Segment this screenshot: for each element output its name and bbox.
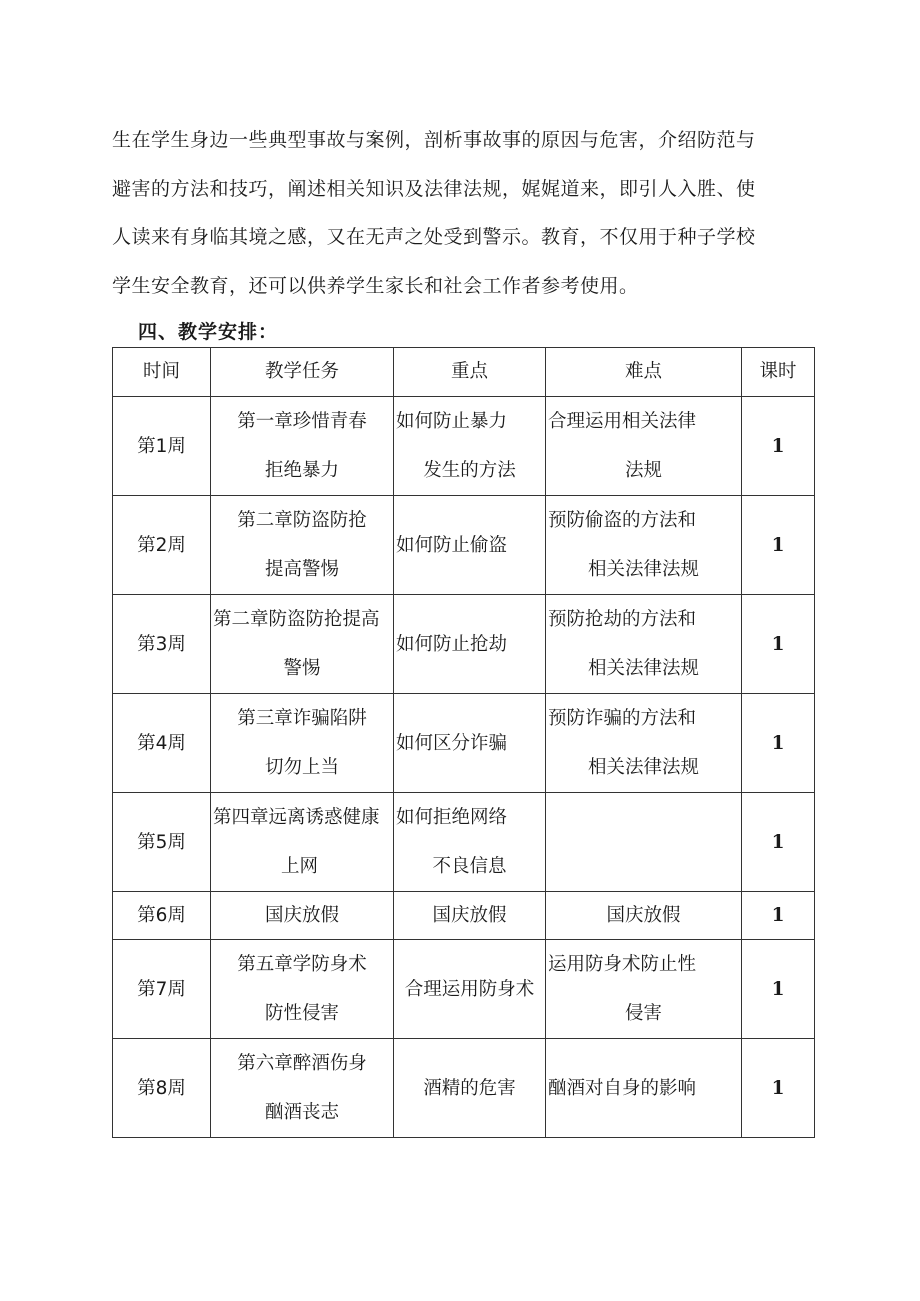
table-row (113, 940, 815, 1039)
difficulty-line: 法规 (624, 460, 662, 481)
header-hours: 课时 (742, 348, 815, 397)
paragraph-line: 生在学生身边一些典型事故与案例，剖析事故事的原因与危害，介绍防范与 (112, 129, 756, 151)
task-cell (211, 1039, 394, 1138)
difficulty-cell (546, 940, 742, 1039)
task-line: 提高警惕 (264, 559, 339, 580)
week-cell: 第4周 (113, 694, 211, 793)
hours-cell: 1 (742, 694, 815, 793)
task-cell (211, 595, 394, 694)
difficulty-line: 预防抢劫的方法和 (548, 609, 697, 630)
header-time: 时间 (113, 348, 211, 397)
key-point-cell (394, 694, 546, 793)
key-point-cell (394, 496, 546, 595)
table-header-row (113, 348, 815, 397)
difficulty-line: 侵害 (624, 1003, 662, 1024)
key-point-cell (394, 397, 546, 496)
paragraph-line: 人读来有身临其境之感，又在无声之处受到警示。教育，不仅用于种子学校 (112, 226, 756, 248)
difficulty-line: 相关法律法规 (587, 658, 699, 679)
task-cell (211, 940, 394, 1039)
section-heading: 四、教学安排： (138, 321, 279, 343)
hours-cell: 1 (742, 892, 815, 940)
task-cell (211, 694, 394, 793)
key-point-line: 合理运用防身术 (404, 978, 535, 1000)
key-point-line: 如何防止偷盗 (396, 534, 508, 556)
difficulty-line: 相关法律法规 (587, 559, 699, 580)
task-line: 第五章学防身术 (237, 954, 367, 975)
key-point-line: 如何防止抢劫 (396, 633, 508, 655)
paragraph-line: 避害的方法和技巧，阐述相关知识及法律法规，娓娓道来，即引人入胜、使 (112, 177, 756, 200)
hours-cell: 1 (742, 397, 815, 496)
week-cell: 第2周 (113, 496, 211, 595)
week-cell: 第3周 (113, 595, 211, 694)
task-line: 上网 (281, 856, 319, 877)
task-line: 第三章诈骗陷阱 (237, 708, 367, 729)
header-task: 教学任务 (211, 348, 394, 397)
task-line: 第一章珍惜青春 (237, 411, 367, 432)
hours-cell: 1 (742, 940, 815, 1039)
key-point-cell (394, 793, 546, 892)
difficulty-cell (546, 397, 742, 496)
hours-cell: 1 (742, 595, 815, 694)
table-row (113, 397, 815, 496)
task-line: 拒绝暴力 (264, 460, 339, 481)
task-line: 切勿上当 (264, 757, 339, 778)
difficulty-line: 预防偷盗的方法和 (548, 510, 697, 531)
difficulty-cell: 国庆放假 (546, 892, 742, 940)
task-cell (211, 793, 394, 892)
difficulty-cell (546, 1039, 742, 1138)
difficulty-line: 相关法律法规 (587, 757, 699, 778)
difficulty-cell (546, 595, 742, 694)
key-point-line: 酒精的危害 (423, 1077, 516, 1099)
difficulty-line: 预防诈骗的方法和 (548, 708, 697, 729)
table-row (113, 1039, 815, 1138)
hours-cell: 1 (742, 496, 815, 595)
task-cell: 国庆放假 (211, 892, 394, 940)
table-row (113, 496, 815, 595)
week-cell: 第5周 (113, 793, 211, 892)
hours-cell: 1 (742, 1039, 815, 1138)
week-cell: 第6周 (113, 892, 211, 940)
task-cell (211, 397, 394, 496)
week-cell: 第8周 (113, 1039, 211, 1138)
key-point-cell: 国庆放假 (394, 892, 546, 940)
table-row (113, 793, 815, 892)
difficulty-cell (546, 496, 742, 595)
paragraph-line: 学生安全教育，还可以供养学生家长和社会工作者参考使用。 (112, 274, 639, 297)
task-line: 警惕 (283, 658, 321, 679)
key-point-cell (394, 940, 546, 1039)
header-key-point: 重点 (394, 348, 546, 397)
difficulty-line: 合理运用相关法律 (548, 411, 697, 432)
table-row (113, 694, 815, 793)
week-cell: 第1周 (113, 397, 211, 496)
task-line: 第二章防盗防抢 (237, 510, 367, 531)
task-line: 第二章防盗防抢提高 (213, 609, 380, 630)
header-difficulty: 难点 (546, 348, 742, 397)
task-line: 防性侵害 (264, 1003, 339, 1024)
difficulty-cell (546, 694, 742, 793)
key-point-line: 如何防止暴力 (396, 411, 508, 432)
key-point-cell (394, 1039, 546, 1138)
task-line: 第六章醉酒伤身 (237, 1053, 367, 1074)
task-cell (211, 496, 394, 595)
difficulty-line: 运用防身术防止性 (548, 954, 697, 975)
difficulty-line: 酗酒对自身的影响 (548, 1077, 697, 1099)
intro-paragraph (112, 116, 802, 310)
hours-cell: 1 (742, 793, 815, 892)
teaching-schedule-table (112, 347, 815, 1138)
table-row (113, 892, 815, 940)
difficulty-cell (546, 793, 742, 892)
key-point-line: 不良信息 (432, 856, 507, 877)
key-point-line: 发生的方法 (423, 460, 516, 481)
week-cell: 第7周 (113, 940, 211, 1039)
task-line: 第四章远离诱惑健康 (213, 807, 380, 828)
task-line: 酗酒丧志 (264, 1102, 339, 1123)
key-point-cell (394, 595, 546, 694)
table-row (113, 595, 815, 694)
key-point-line: 如何区分诈骗 (396, 732, 508, 754)
key-point-line: 如何拒绝网络 (396, 807, 508, 828)
